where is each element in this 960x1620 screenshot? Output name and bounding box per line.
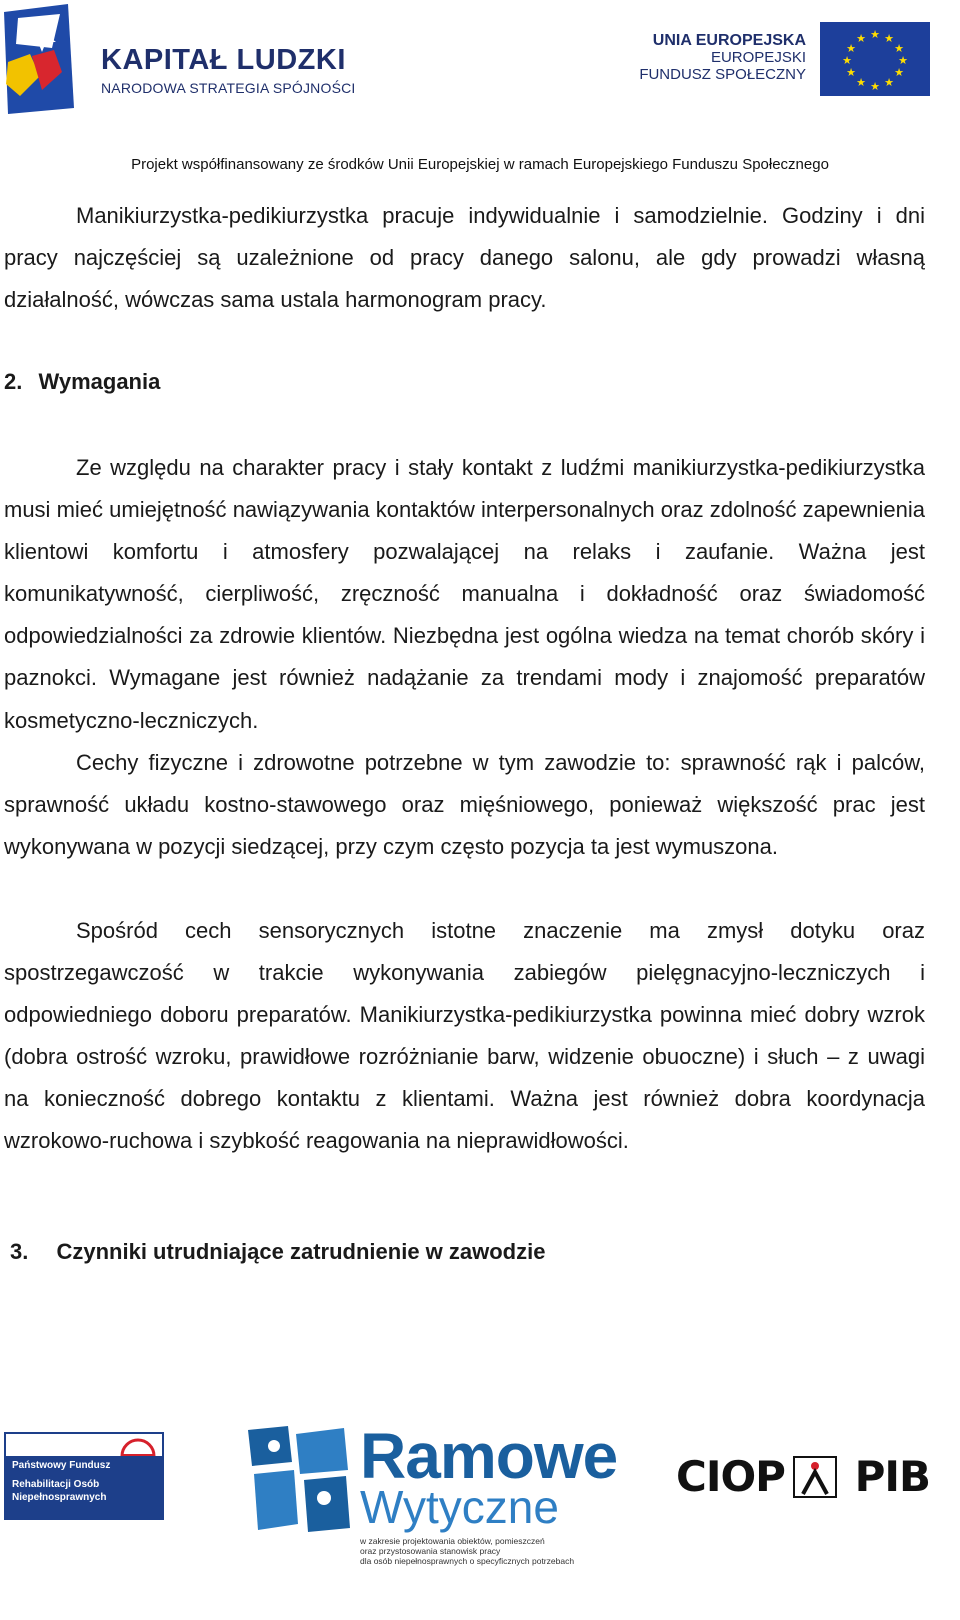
ramowe-caption	[360, 1536, 574, 1566]
svg-text:★: ★	[856, 32, 866, 45]
svg-text:★: ★	[846, 66, 856, 79]
requirements-paragraph-1: Ze względu na charakter pracy i stały kontakt z ludźmi manikiurzystka-pedikiurzystka musi mieć umiejętność nawiązywania kontaktów interpersonalnych oraz zdolność zapewnienia klientowi komfortu i atmosfery pozwalającej na relaks i zaufanie. Ważna jest komunikatywność, cierpliwość, zręczność manualna i dokładność oraz świadomość odpowiedzialności za zdrowie klientów. Niezbędna jest ogólna wiedza na temat chorób skóry i paznokci. Wymagane jest również nadążanie za trendami mody i znajomość preparatów kosmetyczno-leczniczych.	[4, 455, 925, 733]
svg-text:★: ★	[870, 80, 880, 93]
svg-text:★: ★	[870, 28, 880, 41]
pfron-line3: Niepełnosprawnych	[12, 1492, 107, 1503]
svg-text:★: ★	[884, 76, 894, 89]
svg-text:★: ★	[894, 66, 904, 79]
section-3-number: 3.	[10, 1239, 29, 1264]
svg-text:★: ★	[884, 32, 894, 45]
ramowe-caption-line2: oraz przystosowania stanowisk pracy	[360, 1546, 501, 1556]
ramowe-caption-line1: w zakresie projektowania obiektów, pomieszczeń	[360, 1536, 545, 1546]
eu-line3: FUNDUSZ SPOŁECZNY	[639, 66, 806, 83]
kapital-ludzki-subtitle: NARODOWA STRATEGIA SPÓJNOŚCI	[101, 80, 356, 96]
ciop-pib-logo	[676, 1452, 930, 1504]
ciop-text: CIOP	[676, 1452, 785, 1501]
svg-text:★: ★	[856, 76, 866, 89]
eu-line1: UNIA EUROPEJSKA	[652, 32, 806, 49]
ramowe-title: Ramowe	[360, 1420, 618, 1492]
section-2-heading	[4, 369, 160, 395]
kapital-ludzki-name: KAPITAŁ LUDZKI	[101, 44, 346, 76]
section-2-title: Wymagania	[38, 369, 161, 394]
pfron-lines	[12, 1478, 106, 1504]
requirements-paragraph-2: Cechy fizyczne i zdrowotne potrzebne w tym zawodzie to: sprawność rąk i palców, sprawność układu kostno-stawowego oraz mięśniowego, ponieważ większość prac jest wykonywana w pozycji siedzącej, przy czym często pozycja ta jest wymuszona.	[4, 750, 925, 860]
section-3-heading	[10, 1239, 545, 1265]
svg-text:★: ★	[846, 42, 856, 55]
pfron-line2: Rehabilitacji Osób	[12, 1479, 100, 1490]
pfron-logo	[4, 1432, 164, 1520]
kapital-ludzki-emblem-icon	[4, 4, 94, 116]
svg-text:★: ★	[894, 42, 904, 55]
cofinancing-note: Projekt współfinansowany ze środków Unii Europejskiej w ramach Europejskiego Funduszu Społecznego	[131, 156, 829, 173]
wytyczne-title: Wytyczne	[360, 1481, 559, 1533]
eu-text	[639, 32, 806, 83]
pfron-line1: Państwowy Fundusz	[12, 1460, 111, 1471]
kapital-ludzki-logo	[4, 4, 356, 116]
ramowe-wytyczne-pictogram-icon	[248, 1426, 352, 1536]
ramowe-wytyczne-logo	[248, 1420, 618, 1572]
svg-text:★: ★	[898, 54, 908, 67]
pib-text: PIB	[854, 1452, 930, 1501]
ciop-pib-person-icon	[793, 1456, 837, 1498]
ramowe-caption-line3: dla osób niepełnosprawnych o specyficznych potrzebach	[360, 1556, 575, 1566]
section-3-title: Czynniki utrudniające zatrudnienie w zawodzie	[56, 1239, 546, 1264]
svg-text:★: ★	[842, 54, 852, 67]
intro-paragraph: Manikiurzystka-pedikiurzystka pracuje indywidualnie i samodzielnie. Godziny i dni pracy najczęściej są uzależnione od pracy danego salonu, ale gdy prowadzi własną działalność, wówczas sama ustala harmonogram pracy.	[4, 203, 925, 313]
section-2-number: 2.	[4, 369, 23, 394]
eu-logo	[639, 22, 930, 102]
requirements-paragraph-3: Spośród cech sensorycznych istotne znaczenie ma zmysł dotyku oraz spostrzegawczość w trakcie wykonywania zabiegów pielęgnacyjno-leczniczych i odpowiedniego doboru preparatów. Manikiurzystka-pedikiurzystka powinna mieć dobry wzrok (dobra ostrość wzroku, prawidłowe rozróżnianie barw, widzenie obuoczne) i słuch – z uwagi na konieczność dobrego kontaktu z klientami. Ważna jest również dobra koordynacja wzrokowo-ruchowa i szybkość reagowania na nieprawidłowości.	[4, 918, 925, 1154]
eu-flag-icon	[820, 22, 930, 96]
eu-line2: EUROPEJSKI	[710, 49, 806, 66]
